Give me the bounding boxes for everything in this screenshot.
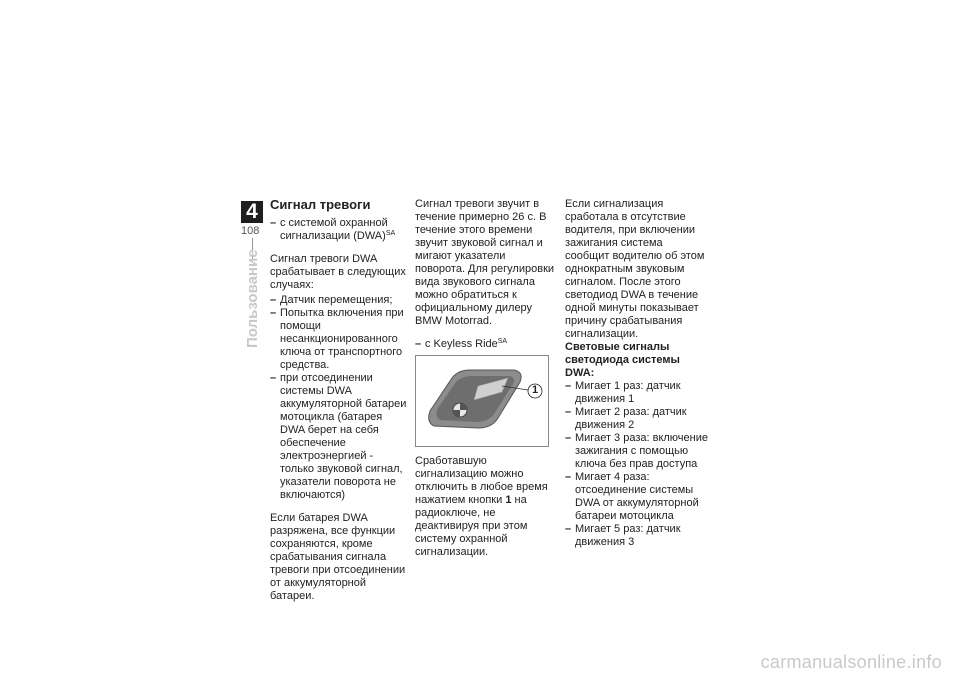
option-sup: SA (385, 230, 396, 237)
keyless-sup: SA (497, 338, 508, 345)
option-text: с системой охранной сигнализации (DWA) (280, 217, 388, 242)
page-number: 108 (241, 225, 260, 237)
callout-number: 1 (531, 384, 539, 396)
list-item: – при отсоединении системы DWA аккумуляторной батареи мотоцикла (батарея DWA берет на себя обеспечение электроэнергией - только звуковой сигнал, указатели поворота не включаются) (270, 372, 408, 502)
trigger-cases-list (270, 294, 408, 502)
deactivate-text (415, 455, 555, 559)
list-item: – Датчик перемещения; (270, 294, 408, 307)
keyless-text: с Keyless Ride (425, 338, 498, 350)
signals-list (565, 380, 710, 549)
signals-heading: Световые сигналы светодиода системы DWA: (565, 341, 680, 379)
deactivate-text-b: на радиоключе, не деактивируя при этом систему охранной сигнализации. (415, 494, 528, 558)
option-line (270, 217, 408, 243)
list-item: – Мигает 4 раза: отсоединение системы DWA от аккумуляторной батареи мотоцикла (565, 471, 710, 523)
key-fob-illustration (416, 356, 548, 446)
column-2 (415, 198, 555, 569)
chapter-number-tab: 4 (241, 201, 263, 223)
list-item: – Попытка включения при помощи несанкционированного ключа от транспортного средства. (270, 307, 408, 372)
after-trigger-text: Если сигнализация сработала в отсутствие водителя, при включении зажигания система сообщит водителю об этом однократным звуковым сигналом. После этого светодиод DWA в течение одной минуты показывает причину срабатывания сигнализации. (565, 198, 705, 340)
list-item: – Мигает 3 раза: включение зажигания с помощью ключа без прав доступа (565, 432, 710, 471)
list-item: – Мигает 1 раз: датчик движения 1 (565, 380, 710, 406)
trigger-intro: Сигнал тревоги DWA срабатывает в следующих случаях: (270, 253, 406, 291)
keyless-option-line (415, 338, 555, 351)
list-item: – Мигает 5 раз: датчик движения 3 (565, 523, 710, 549)
column-3 (565, 198, 710, 559)
alarm-duration-text: Сигнал тревоги звучит в течение примерно 26 с. В течение этого времени звучит звуковой сигнал и мигают указатели поворота. Для регулировки вида звукового сигнала можно обратиться к официальному дилеру BMW Motorrad. (415, 198, 555, 327)
list-item: – Мигает 2 раза: датчик движения 2 (565, 406, 710, 432)
watermark: carmanualsonline.info (760, 652, 942, 672)
deactivate-text-a: Сработавшую сигнализацию можно отключить в любое время нажатием кнопки (415, 455, 548, 506)
chapter-title-vertical: Пользование (244, 249, 261, 348)
section-heading: Сигнал тревоги (270, 197, 371, 212)
column-1 (270, 198, 408, 613)
battery-note: Если батарея DWA разряжена, все функции сохраняются, кроме срабатывания сигнала тревоги при отсоединении от аккумуляторной батареи. (270, 512, 406, 602)
button-ref: 1 (505, 494, 512, 506)
key-fob-image (415, 355, 549, 447)
